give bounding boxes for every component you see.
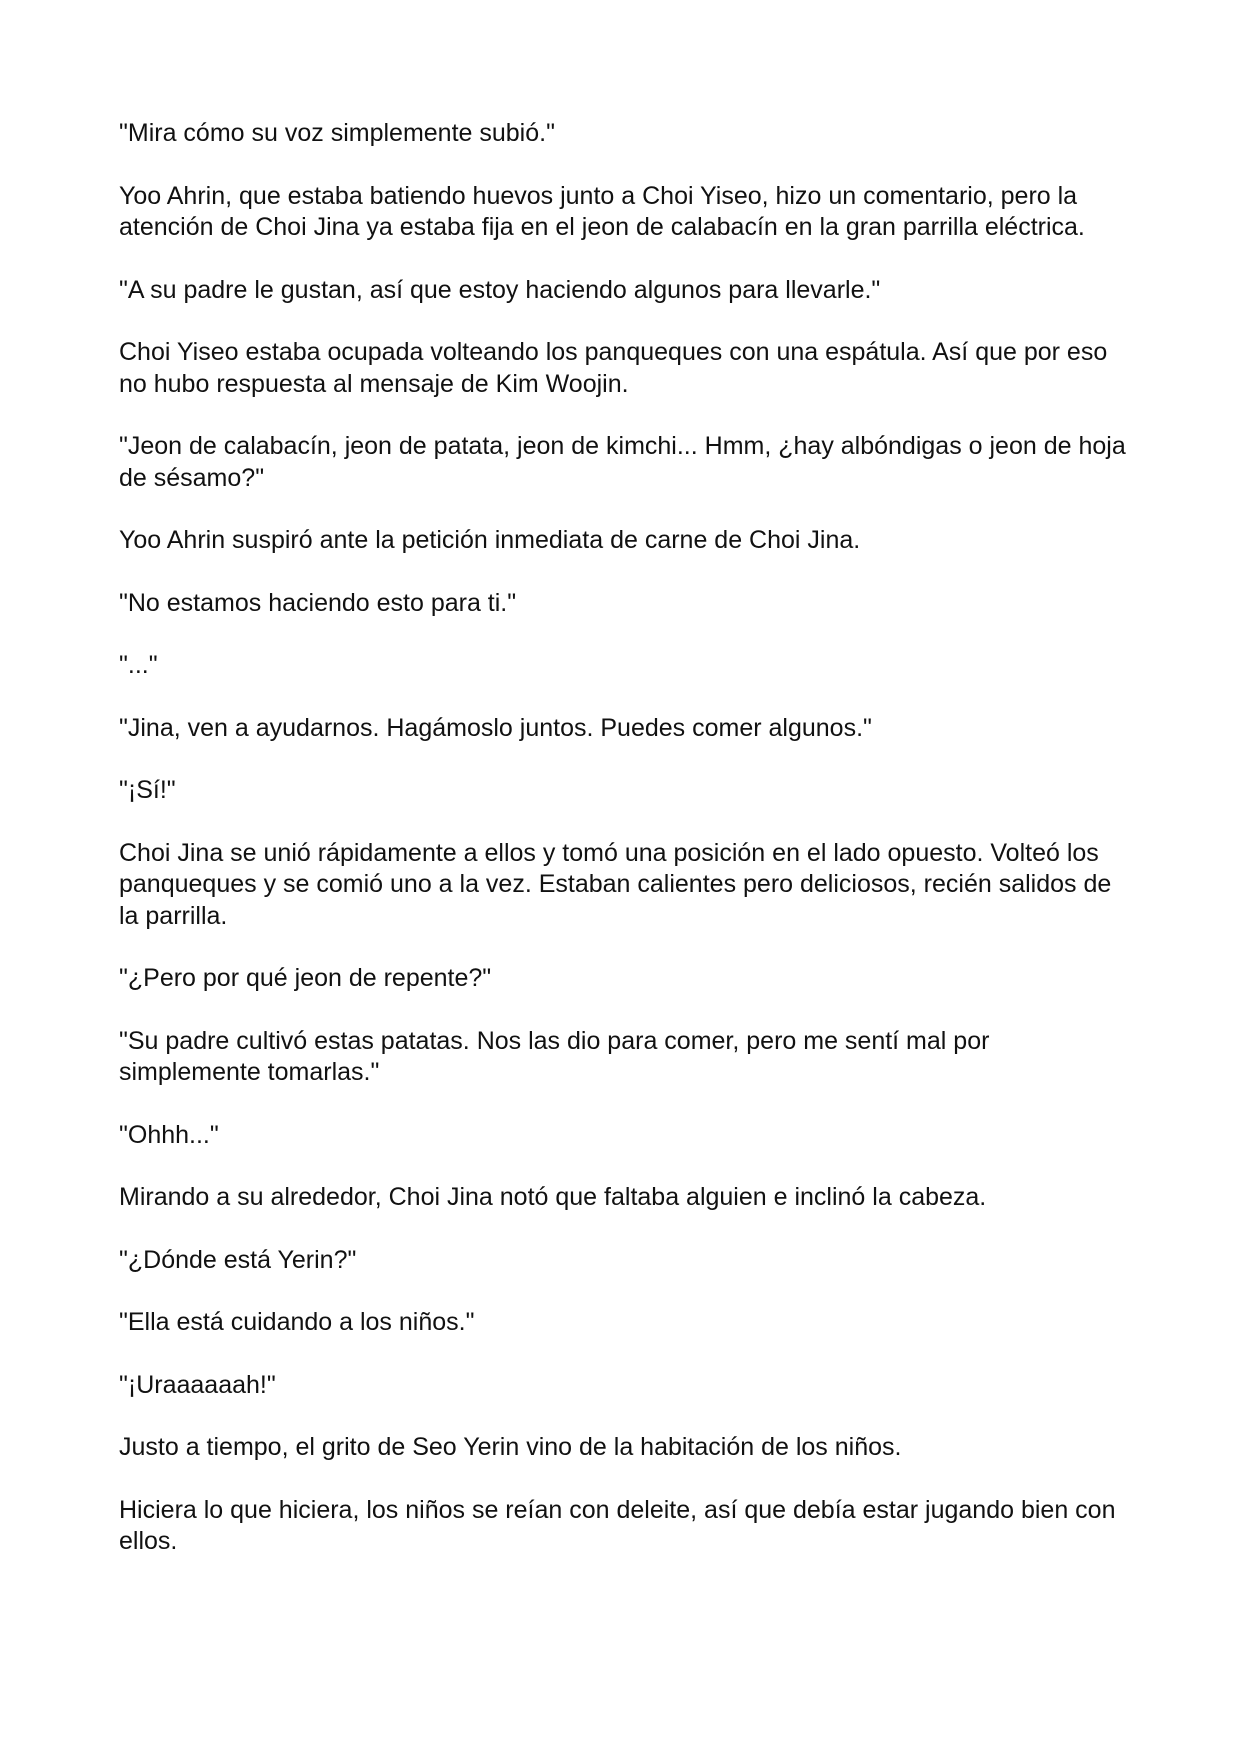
paragraph: Hiciera lo que hiciera, los niños se reían con deleite, así que debía estar jugando bien con ellos. xyxy=(119,1495,1116,1555)
paragraph: Yoo Ahrin, que estaba batiendo huevos junto a Choi Yiseo, hizo un comentario, pero la atención de Choi Jina ya estaba fija en el jeon de calabacín en la gran parrilla eléctrica. xyxy=(119,181,1085,241)
paragraph: "A su padre le gustan, así que estoy haciendo algunos para llevarle." xyxy=(119,275,881,304)
paragraph: "Su padre cultivó estas patatas. Nos las dio para comer, pero me sentí mal por simplemente tomarlas." xyxy=(119,1026,990,1086)
paragraph: "Ohhh..." xyxy=(119,1120,219,1149)
paragraph: "¿Pero por qué jeon de repente?" xyxy=(119,964,492,992)
paragraph: Yoo Ahrin suspiró ante la petición inmediata de carne de Choi Jina. xyxy=(119,526,861,554)
paragraph: "¡Uraaaaaah!" xyxy=(119,1370,276,1399)
paragraph: "¿Dónde está Yerin?" xyxy=(119,1245,357,1274)
paragraph: Choi Jina se unió rápidamente a ellos y tomó una posición en el lado opuesto. Volteó los panqueques y se comió uno a la vez. Estaban calientes pero deliciosos, recién salidos de la parrilla. xyxy=(119,838,1112,930)
paragraph: "Ella está cuidando a los niños." xyxy=(119,1308,475,1336)
paragraph: Mirando a su alrededor, Choi Jina notó que faltaba alguien e inclinó la cabeza. xyxy=(119,1183,987,1211)
paragraph: Justo a tiempo, el grito de Seo Yerin vino de la habitación de los niños. xyxy=(119,1433,902,1461)
paragraph: "..." xyxy=(119,651,158,679)
paragraph: "Jeon de calabacín, jeon de patata, jeon de kimchi... Hmm, ¿hay albóndigas o jeon de hoja de sésamo?" xyxy=(119,432,1126,492)
paragraph: "No estamos haciendo esto para ti." xyxy=(119,588,517,617)
paragraph: Choi Yiseo estaba ocupada volteando los panqueques con una espátula. Así que por eso no hubo respuesta al mensaje de Kim Woojin. xyxy=(119,338,1108,398)
paragraph: "Jina, ven a ayudarnos. Hagámoslo juntos. Puedes comer algunos." xyxy=(119,713,872,742)
document-body xyxy=(119,118,1129,1589)
paragraph: "¡Sí!" xyxy=(119,776,176,804)
paragraph: "Mira cómo su voz simplemente subió." xyxy=(119,119,555,147)
